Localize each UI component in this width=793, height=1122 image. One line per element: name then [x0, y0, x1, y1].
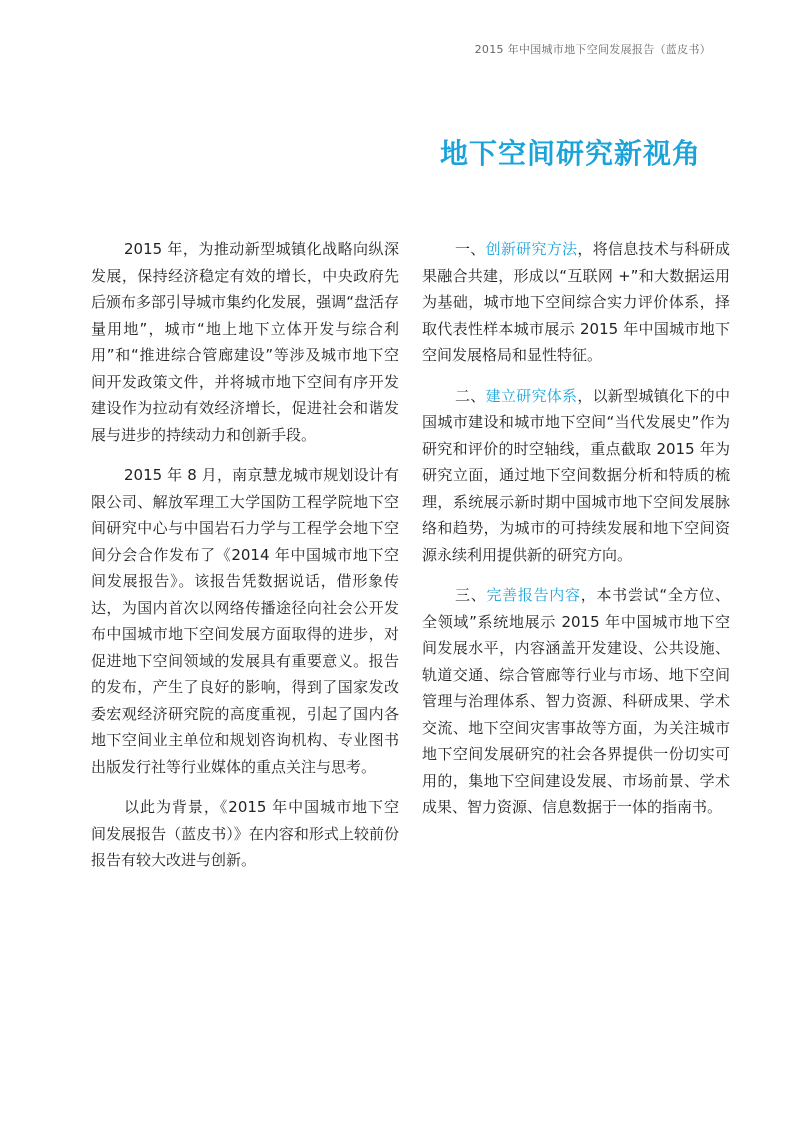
item-1-heading: 创新研究方法 [485, 240, 578, 258]
item-2-heading: 建立研究体系 [485, 386, 578, 405]
page-title: 地下空间研究新视角 [439, 137, 701, 170]
intro-paragraph: 2015 年，为推动新型城镇化战略向纵深发展，保持经济稳定有效的增长，中央政府先后颁布多部引导城市集约化发展，强调“盘活存量用地”，城市“地上地下立体开发与综合利用”和“推进综合管廊建设”等涉及城市地下空间开发政策文件，并将城市地下空间有序开发建设作为拉动有效经济增长，促进社会和谐发展与进步的持续动力和创新手段。 [91, 240, 399, 444]
item-2-prefix: 二、 [455, 386, 486, 405]
item-2-text: ，以新型城镇化下的中国城市建设和城市地下空间“当代发展史”作为研究和评价的时空轴线，重点截取 2015 年为研究立面，通过地下空间数据分析和特质的梳理，系统展示新时期中国城市地下空间发展脉络和趋势，为城市的可持续发展和地下空间资源永续利用提供新的研究方向。 [422, 386, 730, 564]
right-column [422, 236, 730, 835]
item-3-prefix: 三、 [455, 586, 487, 604]
item-3-text: ，本书尝试“全方位、全领域”系统地展示 2015 年中国城市地下空间发展水平，内容涵盖开发建设、公共设施、轨道交通、综合管廊等行业与市场、地下空间管理与治理体系、智力资源、科研成果、学术交流、地下空间灾害事故等方面，为关注城市地下空间发展研究的社会各界提供一份切实可用的，集地下空间建设发展、市场前景、学术成果、智力资源、信息数据于一体的指南书。 [422, 586, 730, 816]
innovation-item-1 [422, 236, 730, 369]
context-paragraph: 以此为背景，《2015 年中国城市地下空间发展报告（蓝皮书）》在内容和形式上较前份报告有较大改进与创新。 [91, 798, 399, 869]
innovation-item-2 [422, 383, 730, 569]
left-column [91, 236, 399, 888]
background-paragraph: 2015 年 8 月，南京慧龙城市规划设计有限公司、解放军理工大学国防工程学院地下空间研究中心与中国岩石力学与工程学会地下空间分会合作发布了《2014 年中国城市地下空间发展报告》。该报告凭数据说话，借形象传达，为国内首次以网络传播途径向社会公开发布中国城市地下空间发展方面取得的进步，对促进地下空间领域的发展具有重要意义。报告的发布，产生了良好的影响，得到了国家发改委宏观经济研究院的高度重视，引起了国内各地下空间业主单位和规划咨询机构、专业图书出版发行社等行业媒体的重点关注与思考。 [91, 466, 399, 776]
item-3-heading: 完善报告内容 [486, 586, 581, 604]
item-1-prefix: 一、 [455, 240, 486, 258]
running-header: 2015 年中国城市地下空间发展报告（蓝皮书） [474, 43, 711, 56]
item-1-text: ，将信息技术与科研成果融合共建，形成以“互联网 +”和大数据运用为基础，城市地下空间综合实力评价体系，择取代表性样本城市展示 2015 年中国城市地下空间发展格局和显性特征。 [422, 240, 730, 364]
innovation-item-3 [422, 582, 730, 821]
